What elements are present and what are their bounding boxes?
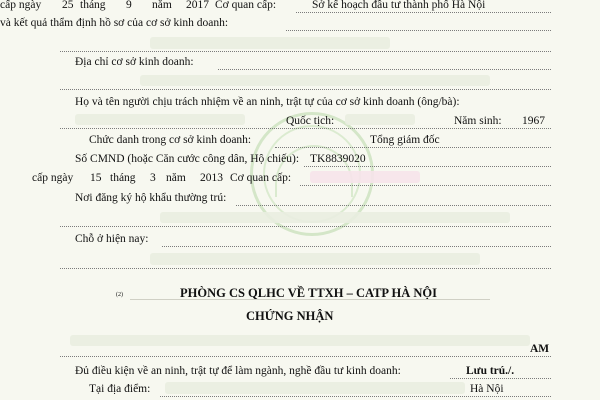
business-name-dots — [60, 356, 551, 357]
id-cap-ngay-label: cấp ngày — [32, 172, 74, 184]
id-agency-dots — [300, 185, 551, 186]
redacted-person-name — [75, 114, 245, 125]
id-agency-label: Cơ quan cấp: — [230, 172, 292, 184]
appraisal-line: và kết quả thẩm định hồ sơ của cơ sở kinh doanh: — [0, 17, 229, 29]
current-address-label: Chỗ ở hiện nay: — [75, 233, 149, 245]
id-label: Số CMND (hoặc Căn cước công dân, Hộ chiếu): — [75, 153, 300, 165]
location-dots — [160, 396, 551, 397]
issue-month: 9 — [126, 0, 132, 11]
country-tail: AM — [530, 343, 550, 355]
issue-thang-label: tháng — [80, 0, 106, 11]
redacted-business-name — [70, 335, 530, 346]
position-dots — [275, 147, 551, 148]
residence-label: Nơi đăng ký hộ khẩu thường trú: — [75, 192, 227, 204]
issue-nam-label: năm — [152, 0, 172, 11]
id-nam-label: năm — [166, 172, 186, 184]
position-label: Chức danh trong cơ sở kinh doanh: — [89, 134, 252, 146]
position-value: Tổng giám đốc — [370, 134, 440, 146]
redacted-company-name — [150, 37, 390, 49]
nationality-label: Quốc tịch: — [286, 115, 335, 127]
business-address-dots-2 — [60, 89, 551, 90]
current-address-dots-2 — [60, 268, 551, 269]
id-issue-day: 15 — [90, 172, 102, 184]
id-dots — [304, 166, 551, 167]
eligibility-dots — [450, 378, 551, 379]
residence-dots-2 — [60, 226, 551, 227]
responsible-person-label: Họ và tên người chịu trách nhiệm về an ninh, trật tự của cơ sở kinh doanh (ông/bà): — [75, 96, 460, 108]
footnote-marker: (2) — [116, 292, 123, 298]
redacted-nationality — [345, 114, 415, 125]
eligibility-value: Lưu trú./. — [466, 365, 515, 377]
id-issue-month: 3 — [150, 172, 156, 184]
location-tail: Hà Nội — [470, 383, 504, 395]
issue-day: 25 — [62, 0, 74, 11]
redacted-id-agency — [310, 171, 420, 183]
redacted-current-address — [150, 253, 480, 265]
current-address-dots — [162, 246, 551, 247]
eligibility-label: Đủ điều kiện về an ninh, trật tự để làm ngành, nghề đầu tư kinh doanh: — [75, 365, 401, 377]
certify-title: CHỨNG NHẬN — [246, 309, 334, 323]
issue-agency-dots — [296, 12, 551, 13]
residence-dots — [236, 205, 551, 206]
issue-agency-label: Cơ quan cấp: — [215, 0, 277, 11]
issue-year: 2017 — [186, 0, 209, 11]
birth-year-label: Năm sinh: — [454, 115, 502, 127]
company-name-dots — [60, 51, 551, 52]
redacted-business-address — [140, 75, 490, 86]
person-line-dots — [60, 128, 551, 129]
department-title: PHÒNG CS QLHC VỀ TTXH – CATP HÀ NỘI — [180, 286, 437, 300]
redacted-location — [165, 382, 465, 394]
issue-cap-ngay-label: cấp ngày — [0, 0, 42, 11]
business-address-dots — [218, 69, 551, 70]
id-number: TK8839020 — [310, 153, 366, 165]
issue-agency: Sở kế hoạch đầu tư thành phố Hà Nội — [312, 0, 486, 11]
id-issue-year: 2013 — [200, 172, 223, 184]
birth-year: 1967 — [522, 115, 545, 127]
location-label: Tại địa điểm: — [89, 383, 151, 395]
department-underline — [130, 299, 490, 300]
redacted-residence — [160, 212, 510, 223]
appraisal-dots — [286, 30, 551, 31]
id-thang-label: tháng — [110, 172, 136, 184]
business-address-label: Địa chỉ cơ sở kinh doanh: — [75, 56, 194, 68]
